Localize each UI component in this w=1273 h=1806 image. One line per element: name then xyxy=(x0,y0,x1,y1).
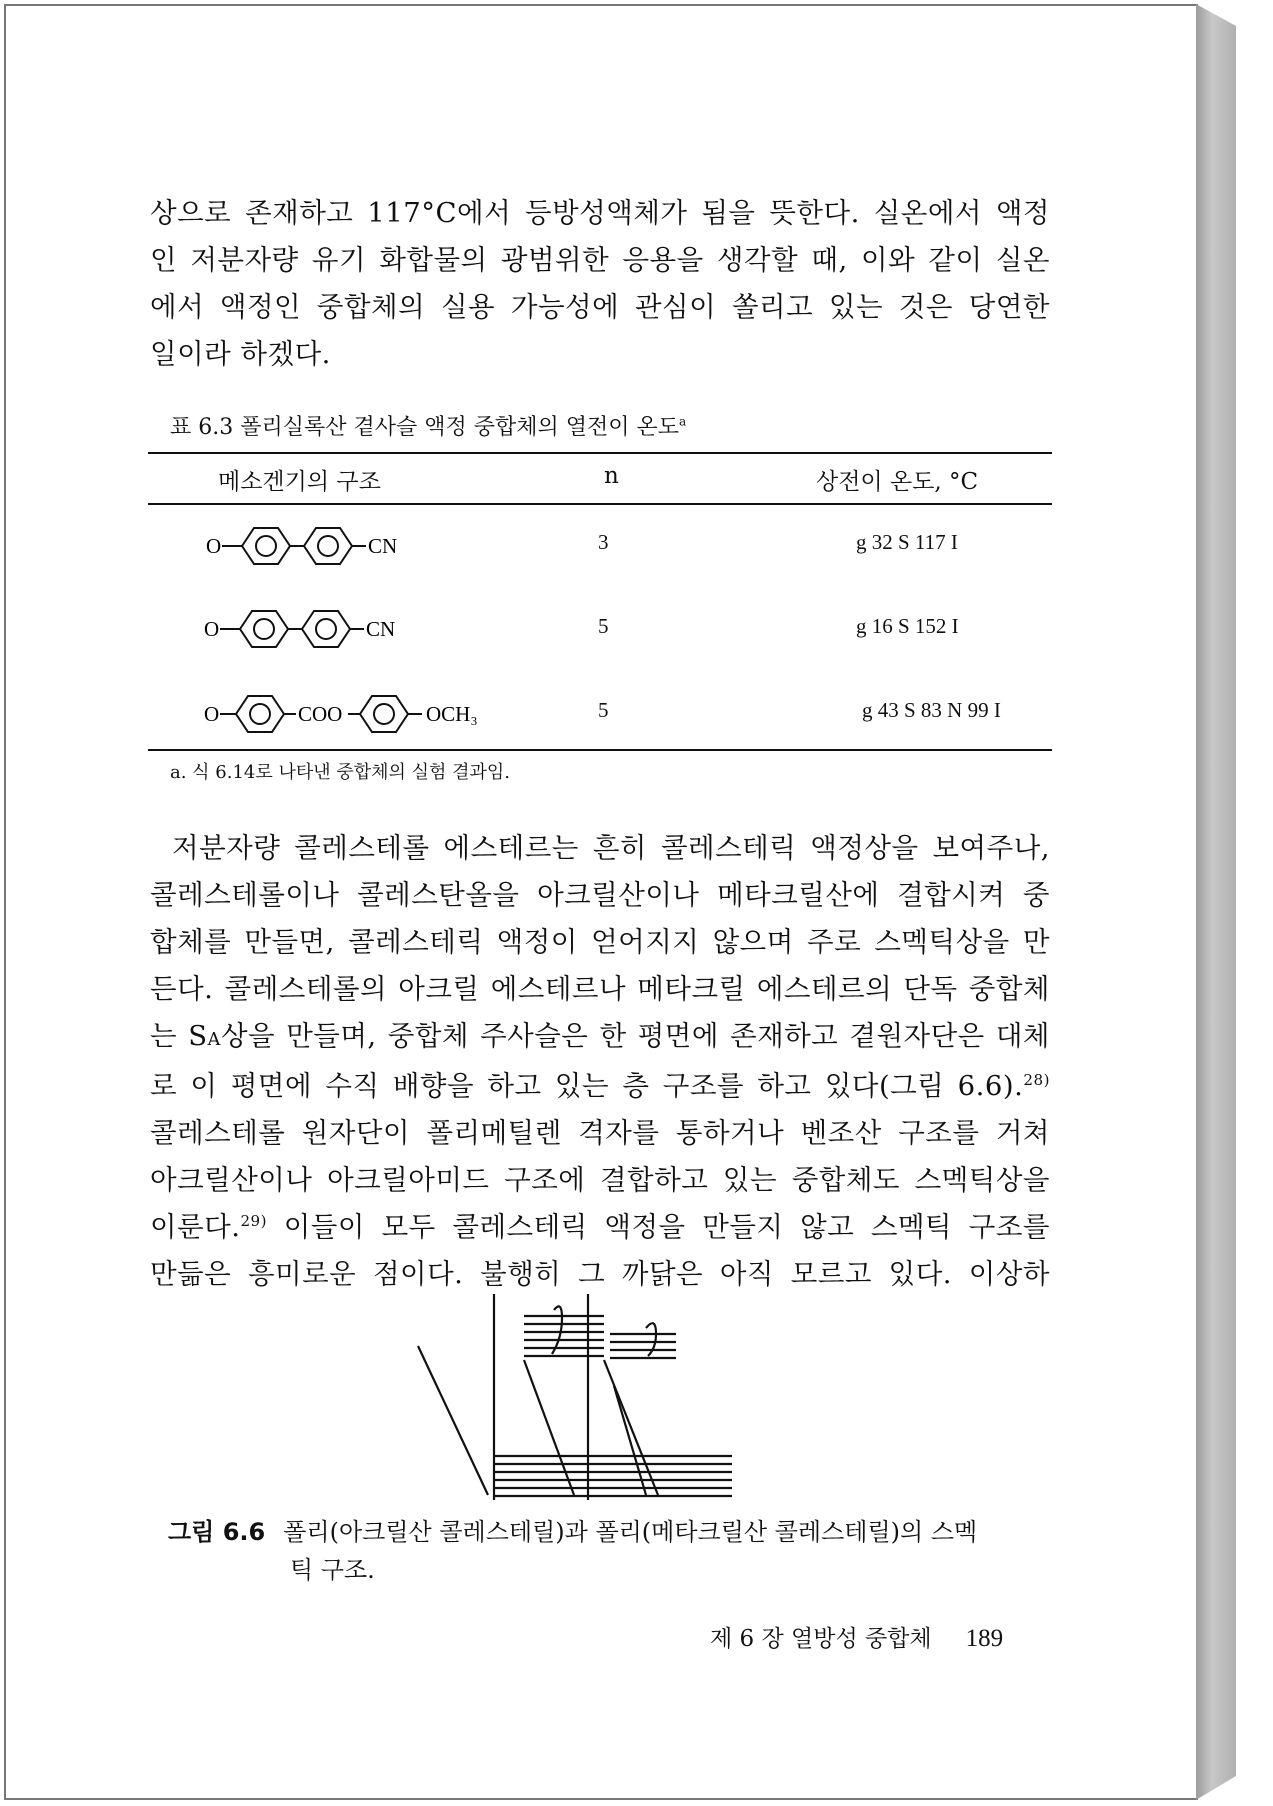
table-bottom-rule xyxy=(148,749,1052,751)
mesogen-structure-row-2 xyxy=(202,603,422,657)
figure-caption-line-1: 폴리(아크릴산 콜레스테릴)과 폴리(메타크릴산 콜레스테릴)의 스멕 xyxy=(283,1518,978,1546)
reference-29: 29) xyxy=(240,1211,268,1230)
table-header-transition: 상전이 온도, °C xyxy=(816,469,979,495)
text-fragment: 는 S xyxy=(150,1020,208,1052)
structure-left-group: O xyxy=(204,702,220,726)
table-caption xyxy=(170,410,686,441)
text-line: 아크릴산이나 아크릴아미드 구조에 결합하고 있는 중합체도 스멕틱상을 xyxy=(150,1164,1050,1196)
table-top-rule xyxy=(148,452,1052,454)
text-line: 인 저분자량 유기 화합물의 광범위한 응용을 생각할 때, 이와 같이 실온 xyxy=(150,244,1050,276)
text-line: 에서 액정인 중합체의 실용 가능성에 관심이 쏠리고 있는 것은 당연한 xyxy=(150,291,1050,323)
structure-right-group: CN xyxy=(366,617,396,641)
text-line xyxy=(150,1013,1050,1063)
mesogen-structure-row-1 xyxy=(204,520,424,574)
paragraph-2 xyxy=(150,825,1050,1298)
text-line: 일이라 하겠다. xyxy=(150,338,331,370)
structure-right-group: OCH₃ xyxy=(426,702,478,726)
table-cell-transition: g 16 S 152 I xyxy=(856,614,959,638)
text-line: 든다. 콜레스테롤의 아크릴 에스테르나 메타크릴 에스테르의 단독 중합체 xyxy=(150,973,1050,1005)
table-cell-transition: g 32 S 117 I xyxy=(856,530,958,554)
figure-caption-line-2: 틱 구조. xyxy=(290,1556,375,1584)
table-footnote: a. 식 6.14로 나타낸 중합체의 실험 결과임. xyxy=(170,762,511,783)
running-footer xyxy=(710,1620,1003,1653)
table-cell-transition: g 43 S 83 N 99 I xyxy=(862,698,1001,722)
text-fragment: 상을 만들며, 중합체 주사슬은 한 평면에 존재하고 곁원자단은 대체 xyxy=(220,1020,1050,1052)
text-fragment: 로 이 평면에 수직 배향을 하고 있는 층 구조를 하고 있다(그림 6.6). xyxy=(150,1070,1024,1102)
text-line: 상으로 존재하고 117°C에서 등방성액체가 됨을 뜻한다. 실온에서 액정 xyxy=(150,197,1050,229)
text-line: 저분자량 콜레스테롤 에스테르는 흔히 콜레스테릭 액정상을 보여주나, xyxy=(172,832,1050,864)
text-line xyxy=(150,1063,1050,1110)
smectic-structure-figure xyxy=(414,1290,734,1509)
text-line: 콜레스테롤 원자단이 폴리메틸렌 격자를 통하거나 벤조산 구조를 거쳐 xyxy=(150,1117,1050,1149)
figure-caption xyxy=(168,1512,977,1547)
chapter-title: 제 6 장 열방성 중합체 xyxy=(710,1626,932,1652)
structure-linker: COO xyxy=(298,702,343,726)
page-edge-shadow xyxy=(1196,4,1236,1800)
figure-number: 그림 6.6 xyxy=(168,1518,266,1546)
table-cell-n: 5 xyxy=(598,614,609,638)
table-header-n: n xyxy=(604,463,619,489)
table-header-structure: 메소겐기의 구조 xyxy=(218,469,381,495)
table-cell-n: 3 xyxy=(598,530,609,554)
structure-left-group: O xyxy=(206,534,222,558)
reference-28: 28) xyxy=(1023,1070,1050,1089)
structure-left-group: O xyxy=(204,617,220,641)
text-line: 합체를 만들면, 콜레스테릭 액정이 얻어지지 않으며 주로 스멕틱상을 만 xyxy=(150,926,1050,958)
text-line xyxy=(150,1204,1050,1251)
paragraph-1 xyxy=(150,190,1050,378)
mesogen-structure-row-3 xyxy=(202,688,502,742)
table-header-rule xyxy=(148,503,1052,505)
table-cell-n: 5 xyxy=(598,698,609,722)
text-fragment: 이들이 모두 콜레스테릭 액정을 만들지 않고 스멕틱 구조를 xyxy=(267,1211,1050,1243)
text-line: 만듦은 흥미로운 점이다. 불행히 그 까닭은 아직 모르고 있다. 이상하 xyxy=(150,1258,1050,1290)
text-line: 콜레스테롤이나 콜레스탄올을 아크릴산이나 메타크릴산에 결합시켜 중 xyxy=(150,879,1050,911)
table-caption-text: 표 6.3 폴리실록산 곁사슬 액정 중합체의 열전이 온도 xyxy=(170,415,679,440)
page-number: 189 xyxy=(965,1625,1004,1652)
subscript-a: A xyxy=(207,1029,221,1050)
text-fragment: 이룬다. xyxy=(150,1211,241,1243)
table-caption-footnote-mark: a xyxy=(678,414,687,429)
structure-right-group: CN xyxy=(368,534,398,558)
